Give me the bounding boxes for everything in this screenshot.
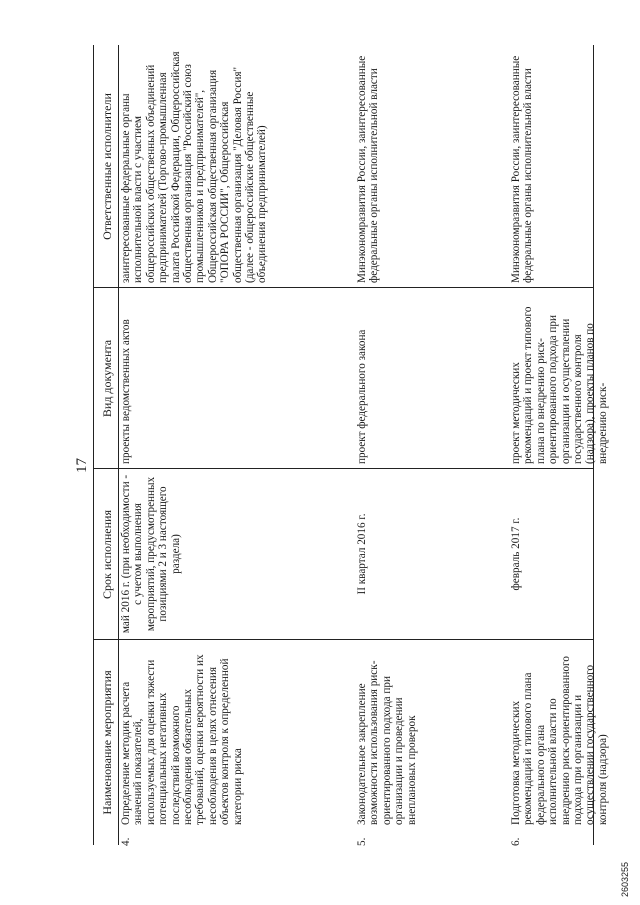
row-5-deadline: II квартал 2016 г.	[356, 513, 368, 595]
header-measure: Наименование мероприятия	[100, 670, 114, 815]
row-4-measure: Определение методик расчета значений показателей, используемых для оценки тяжести потенциальных негативных последствий возможного несоблюдения обязательных требований, оценки вероятности их несоблюдения в целях отнесения объектов контроля к определенной категории риска	[120, 654, 244, 825]
header-executors: Ответственные исполнители	[100, 93, 114, 240]
document-id: 2603255	[620, 861, 630, 897]
page-number: 17	[74, 458, 90, 473]
row-6-measure: Подготовка методических рекомендаций и типового плана федерального органа исполнительной власти по внедрению риск-ориентированного подхода при организации и осуществлении государственного контроля (надзора)	[510, 656, 609, 825]
column-divider-3	[93, 287, 593, 288]
row-6-number: 6.	[510, 837, 522, 846]
row-6-deadline: февраль 2017 г.	[510, 517, 522, 591]
header-bottom-border	[118, 45, 119, 845]
row-6-doc-type: проект методических рекомендаций и проект типового плана по внедрению риск-ориентированного подхода при организации и осуществлении государственного контроля (надзора), проекты планов по внедрению риск-	[510, 306, 609, 464]
row-4-number: 4.	[120, 837, 132, 846]
header-doc-type: Вид документа	[100, 339, 114, 418]
header-deadline: Срок исполнения	[100, 510, 114, 599]
row-5-number: 5.	[356, 837, 368, 846]
row-5-executors: Минэкономразвития России, заинтересованные федеральные органы исполнительной власти	[356, 55, 381, 283]
row-4-deadline: май 2016 г. (при необходимости - с учетом выполнения мероприятий, предусмотренных позициями 2 и 3 настоящего раздела)	[120, 474, 182, 634]
row-5-measure: Законодательное закрепление возможности использования риск-ориентированного подхода при организации и проведении внеплановых проверок	[356, 660, 418, 825]
row-5-doc-type: проект федерального закона	[356, 329, 368, 464]
row-4-executors: заинтересованные федеральные органы исполнительной власти с участием общероссийских общественных объединений предпринимателей (Торгово-промышленная палата Российской Федерации, Общероссийская общественная организация "Российский союз промышленников и предпринимателей", Общероссийская общественная организация "ОПОРА РОССИИ", Общероссийская общественная организация "Деловая Россия" (далее - общероссийские общественные объединения предпринимателей)	[120, 51, 269, 283]
table-top-border	[93, 45, 94, 845]
row-6-executors: Минэкономразвития России, заинтересованные федеральные органы исполнительной власти	[510, 55, 535, 283]
column-divider-1	[93, 639, 593, 640]
column-divider-2	[93, 468, 593, 469]
row-4-doc-type: проекты ведомственных актов	[120, 319, 132, 464]
